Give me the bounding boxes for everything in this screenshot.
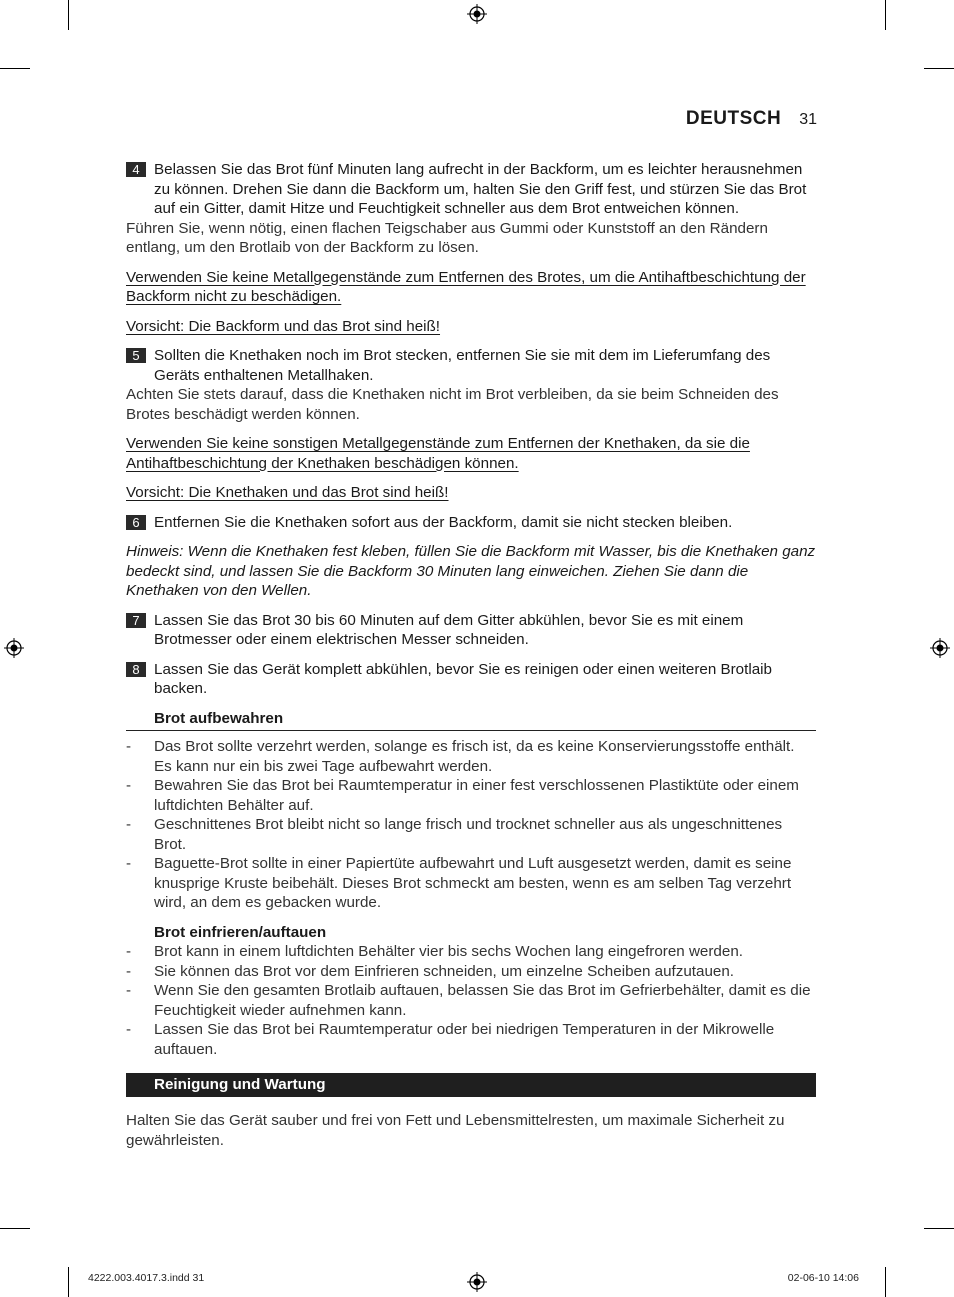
list-item: - Geschnittenes Brot bleibt nicht so lange frisch und trocknet schneller aus als ungeschnittenes Brot. xyxy=(126,816,783,853)
step-text: Belassen Sie das Brot fünf Minuten lang aufrecht in der Backform, um es leichter herausnehmen zu können. Drehen Sie dann die Backform um, halten Sie den Griff fest, und stürzen Sie das Brot auf ein Gitter, damit Hitze und Feuchtigkeit schneller aus dem Brot entweichen können. xyxy=(154,161,807,217)
step-number: 6 xyxy=(126,515,146,530)
registration-mark-icon xyxy=(467,1272,487,1292)
page-content xyxy=(126,160,816,1150)
step-4 xyxy=(126,160,816,219)
registration-mark-icon xyxy=(930,638,950,658)
section-bar-cleaning xyxy=(126,1073,816,1097)
registration-mark-icon xyxy=(467,4,487,24)
crop-mark xyxy=(924,68,954,69)
step-text: Lassen Sie das Gerät komplett abkühlen, bevor Sie es reinigen oder einen weiteren Brotlaib backen. xyxy=(154,660,772,697)
list-item: - Baguette-Brot sollte in einer Papiertüte aufbewahrt und Luft ausgesetzt werden, damit es seine knusprige Kruste beibehält. Dieses Brot schmeckt am besten, wenn es am selben Tag verzehrt wird, an dem es gebacken wurde. xyxy=(126,855,792,911)
step-text: Sollten die Knethaken noch im Brot stecken, entfernen Sie sie mit dem im Lieferumfang des Geräts enthaltenen Metallhaken. xyxy=(154,347,771,384)
section-bar-title: Reinigung und Wartung xyxy=(154,1076,326,1093)
crop-mark xyxy=(0,68,30,69)
crop-mark xyxy=(885,0,886,30)
step-8 xyxy=(126,660,816,699)
freezing-list xyxy=(126,942,816,1059)
hint-text: Hinweis: Wenn die Knethaken fest kleben, füllen Sie die Backform mit Wasser, bis die Knethaken ganz bedeckt sind, und lassen Sie die Backform 30 Minuten lang einweichen. Ziehen Sie dann die Knethaken von den Wellen. xyxy=(126,543,816,599)
step-number: 7 xyxy=(126,613,146,628)
crop-mark xyxy=(68,1267,69,1297)
page-number: 31 xyxy=(799,111,817,128)
list-item: - Sie können das Brot vor dem Einfrieren schneiden, um einzelne Scheiben aufzutauen. xyxy=(126,962,735,980)
section-heading-storage xyxy=(126,709,816,732)
crop-mark xyxy=(0,1228,30,1229)
cleaning-text: Halten Sie das Gerät sauber und frei von Fett und Lebensmittelresten, um maximale Sicherheit zu gewährleisten. xyxy=(126,1112,785,1149)
step-6 xyxy=(126,513,816,533)
footer-date: 02-06-10 14:06 xyxy=(787,1272,859,1284)
list-item: - Wenn Sie den gesamten Brotlaib auftauen, belassen Sie das Brot im Gefrierbehälter, damit es die Feuchtigkeit wieder aufnehmen kann. xyxy=(126,982,811,1019)
language-label: DEUTSCH xyxy=(685,108,782,129)
heading-text: Brot aufbewahren xyxy=(154,709,284,727)
caution-text: Vorsicht: Die Knethaken und das Brot sind heiß! xyxy=(126,484,449,501)
step-7 xyxy=(126,611,816,650)
step-text: Lassen Sie das Brot 30 bis 60 Minuten auf dem Gitter abkühlen, bevor Sie es mit einem Brotmesser oder einem elektrischen Messer schneiden. xyxy=(154,611,744,648)
page-header xyxy=(686,108,817,130)
section-heading-freezing: Brot einfrieren/auftauen xyxy=(154,923,327,941)
crop-mark xyxy=(68,0,69,30)
registration-mark-icon xyxy=(4,638,24,658)
warning-text: Verwenden Sie keine Metallgegenstände zum Entfernen des Brotes, um die Antihaftbeschichtung der Backform nicht zu beschädigen. xyxy=(126,268,806,305)
storage-list xyxy=(126,737,816,913)
list-item: - Das Brot sollte verzehrt werden, solange es frisch ist, da es keine Konservierungsstoffe enthält. Es kann nur ein bis zwei Tage aufbewahrt werden. xyxy=(126,738,795,775)
list-item: - Bewahren Sie das Brot bei Raumtemperatur in einer fest verschlossenen Plastiktüte oder einem luftdichten Behälter auf. xyxy=(126,777,799,814)
crop-mark xyxy=(924,1228,954,1229)
footer-file-name: 4222.003.4017.3.indd 31 xyxy=(88,1272,205,1284)
caution-text: Vorsicht: Die Backform und das Brot sind heiß! xyxy=(126,317,441,335)
step-note: Führen Sie, wenn nötig, einen flachen Teigschaber aus Gummi oder Kunststoff an den Rändern entlang, um den Brotlaib von der Backform zu lösen. xyxy=(126,219,768,256)
step-note: Achten Sie stets darauf, dass die Knethaken nicht im Brot verbleiben, da sie beim Schneiden des Brotes beschädigt werden können. xyxy=(126,386,779,423)
step-number: 8 xyxy=(126,662,146,677)
step-text: Entfernen Sie die Knethaken sofort aus der Backform, damit sie nicht stecken bleiben. xyxy=(154,513,733,531)
crop-mark xyxy=(885,1267,886,1297)
step-5 xyxy=(126,346,816,385)
warning-text: Verwenden Sie keine sonstigen Metallgegenstände zum Entfernen der Knethaken, da sie die Antihaftbeschichtung der Knethaken beschädigen können. xyxy=(126,435,750,472)
step-number: 4 xyxy=(126,162,146,177)
list-item: - Brot kann in einem luftdichten Behälter vier bis sechs Wochen lang eingefroren werden. xyxy=(126,943,743,960)
list-item: - Lassen Sie das Brot bei Raumtemperatur oder bei niedrigen Temperaturen in der Mikrowelle auftauen. xyxy=(126,1021,775,1058)
step-number: 5 xyxy=(126,348,146,363)
